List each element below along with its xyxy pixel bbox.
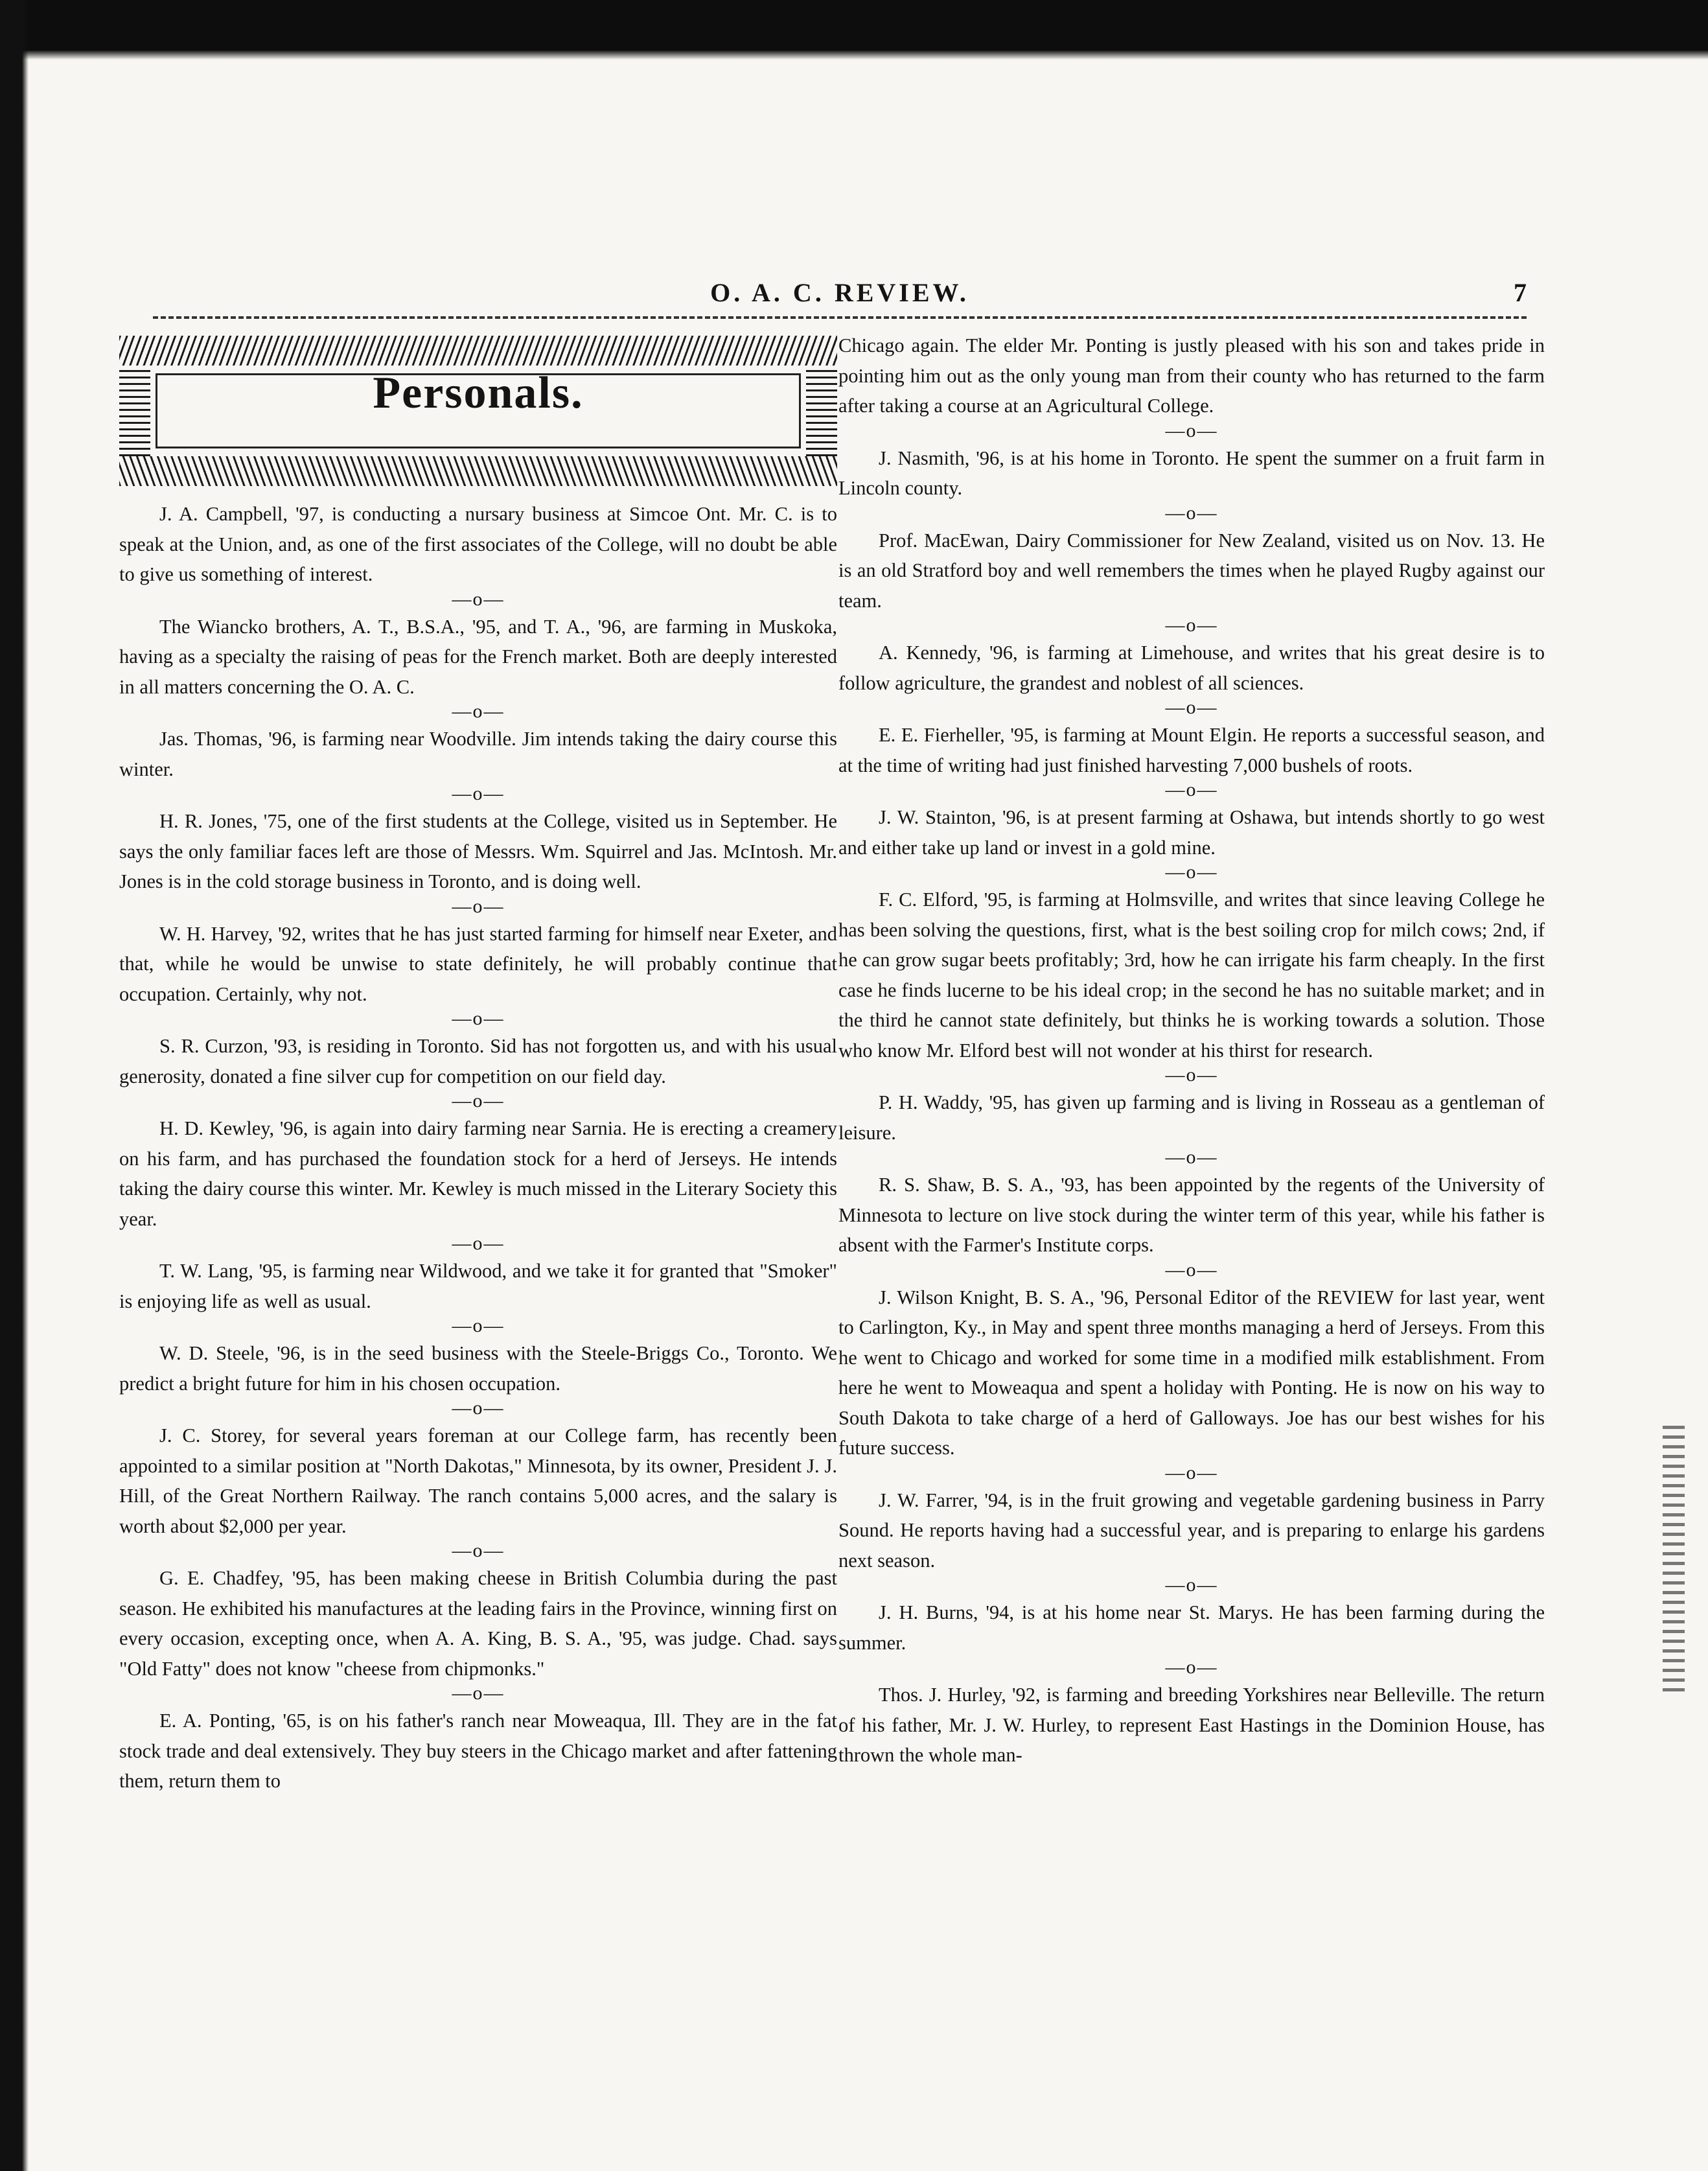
personal-item: Thos. J. Hurley, '92, is farming and breeding Yorkshires near Belleville. The return of his father, Mr. J. W. Hurley, to represent East Hastings in the Dominion House, has thrown the whole man- xyxy=(838,1684,1545,1766)
personal-item: W. D. Steele, '96, is in the seed business with the Steele-Briggs Co., Toronto. We predict a bright future for him in his chosen occupation. xyxy=(119,1342,837,1395)
item-separator: —o— xyxy=(1165,697,1218,718)
personal-item: The Wiancko brothers, A. T., B.S.A., '95, and T. A., '96, are farming in Muskoka, having as a specialty the raising of peas for the French market. Both are deeply interested in all matters concerning the O. A. C. xyxy=(119,615,837,698)
item-separator: —o— xyxy=(1165,1259,1218,1281)
personal-item: H. R. Jones, '75, one of the first students at the College, visited us in September. He says the only familiar faces left are those of Messrs. Wm. Squirrel and Jas. McIntosh. Mr. Jones is in the cold storage business in Toronto, and is doing well. xyxy=(119,810,837,892)
item-separator: —o— xyxy=(452,701,505,722)
personal-item: S. R. Curzon, '93, is residing in Toronto. Sid has not forgotten us, and with his usual generosity, donated a fine silver cup for competition on our field day. xyxy=(119,1035,837,1087)
scan-top-band-edge xyxy=(0,51,1708,60)
personal-item: R. S. Shaw, B. S. A., '93, has been appointed by the regents of the University of Minnesota to lecture on live stock during the winter term of this year, while his father is absent with the Farmer's Institute corps. xyxy=(838,1174,1545,1256)
personal-item: A. Kennedy, '96, is farming at Limehouse, and writes that his great desire is to follow agriculture, the grandest and noblest of all sciences. xyxy=(838,642,1545,694)
personal-item: J. A. Campbell, '97, is conducting a nursary business at Simcoe Ont. Mr. C. is to speak at the Union, and, as one of the first associates of the College, will no doubt be able to give us something of interest. xyxy=(119,503,837,585)
personal-item: H. D. Kewley, '96, is again into dairy farming near Sarnia. He is erecting a creamery on his farm, and has purchased the foundation stock for a herd of Jerseys. He intends taking the dairy course this winter. Mr. Kewley is much missed in the Literary Society this year. xyxy=(119,1117,837,1230)
section-title: Personals. xyxy=(373,368,584,418)
personal-item: E. A. Ponting, '65, is on his father's ranch near Moweaqua, Ill. They are in the fat stock trade and deal extensively. They buy steers in the Chicago market and after fattening them, return them to xyxy=(119,1710,837,1792)
personal-item: J. Nasmith, '96, is at his home in Toronto. He spent the summer on a fruit farm in Lincoln county. xyxy=(838,447,1545,499)
item-separator: —o— xyxy=(452,1008,505,1029)
personal-item: W. H. Harvey, '92, writes that he has just started farming for himself near Exeter, and that, while he would be unwise to state definitely, he will probably continue that occupation. Certainly, why not. xyxy=(119,922,837,1005)
item-separator: —o— xyxy=(1165,1574,1218,1596)
item-separator: —o— xyxy=(452,588,505,610)
item-separator: —o— xyxy=(1165,1656,1218,1678)
header-rule xyxy=(153,316,1527,319)
left-column xyxy=(119,331,837,1796)
personal-item: T. W. Lang, '95, is farming near Wildwood, and we take it for granted that "Smoker" is enjoying life as well as usual. xyxy=(119,1260,837,1312)
item-separator: —o— xyxy=(1165,502,1218,524)
item-separator: —o— xyxy=(452,783,505,804)
running-head xyxy=(153,277,1527,316)
item-separator: —o— xyxy=(1165,779,1218,800)
personal-item: J. W. Stainton, '96, is at present farming at Oshawa, but intends shortly to go west and either take up land or invest in a gold mine. xyxy=(838,806,1545,859)
personal-item: G. E. Chadfey, '95, has been making cheese in British Columbia during the past season. He exhibited his manufactures at the leading fairs in the Province, winning first on every occasion, excepting once, when A. A. King, B. S. A., '95, was judge. Chad. says "Old Fatty" does not know "cheese from chipmonks." xyxy=(119,1567,837,1680)
item-separator: —o— xyxy=(452,1682,505,1704)
personal-item: J. C. Storey, for several years foreman at our College farm, has recently been appointed to a similar position at "North Dakotas," Minnesota, by its owner, President J. J. Hill, of the Great Northern Railway. The ranch contains 5,000 acres, and the salary is worth about $2,000 per year. xyxy=(119,1424,837,1537)
personal-item: Jas. Thomas, '96, is farming near Woodville. Jim intends taking the dairy course this winter. xyxy=(119,728,837,780)
scan-left-edge xyxy=(0,0,29,2171)
item-separator: —o— xyxy=(452,1397,505,1419)
item-separator: —o— xyxy=(1165,1461,1218,1483)
personal-item-continued: Chicago again. The elder Mr. Ponting is justly pleased with his son and takes pride in pointing him out as the only young man from their county who has returned to the farm after taking a course at an Agricultural College. xyxy=(838,334,1545,417)
item-separator: —o— xyxy=(1165,861,1218,883)
section-heading-box xyxy=(119,336,837,486)
personal-item: J. Wilson Knight, B. S. A., '96, Personal Editor of the REVIEW for last year, went to Carlington, Ky., in May and spent three months managing a herd of Jerseys. From this he went to Chicago and worked for some time in a modified milk establishment. From here he went to Moweaqua and spent a holiday with Ponting. He is now on his way to South Dakota to take charge of a herd of Galloways. Joe has our best wishes for his future success. xyxy=(838,1286,1545,1459)
personal-item: J. W. Farrer, '94, is in the fruit growing and vegetable gardening business in Parry Sound. He reports having had a successful year, and is preparing to enlarge his gardens next season. xyxy=(838,1489,1545,1572)
item-separator: —o— xyxy=(452,1233,505,1254)
item-separator: —o— xyxy=(452,1540,505,1561)
personal-item: E. E. Fierheller, '95, is farming at Mount Elgin. He reports a successful season, and at the time of writing had just finished harvesting 7,000 bushels of roots. xyxy=(838,724,1545,776)
scan-top-band xyxy=(0,0,1708,51)
ornament-border-top xyxy=(119,336,837,366)
personal-item: F. C. Elford, '95, is farming at Holmsville, and writes that since leaving College he has been solving the questions, first, what is the best soiling crop for milch cows; 2nd, if he can grow sugar beets profitably; 3rd, how he can irrigate his farm cheaply. In the first case he finds lucerne to be his ideal crop; in the second he has no suitable market; and in the third he cannot state definitely, but thinks he is working towards a solution. Those who know Mr. Elford best will not wonder at his thirst for research. xyxy=(838,888,1545,1062)
personal-item: P. H. Waddy, '95, has given up farming and is living in Rosseau as a gentleman of leisure. xyxy=(838,1091,1545,1144)
personal-item: Prof. MacEwan, Dairy Commissioner for New Zealand, visited us on Nov. 13. He is an old Stratford boy and well remembers the times when he played Rugby against our team. xyxy=(838,529,1545,612)
item-separator: —o— xyxy=(452,895,505,917)
item-separator: —o— xyxy=(1165,614,1218,636)
journal-title: O. A. C. REVIEW. xyxy=(710,278,969,307)
ornament-border-bottom xyxy=(119,456,837,486)
item-separator: —o— xyxy=(452,1090,505,1111)
scan-right-margin-speckle xyxy=(1663,1426,1685,1698)
item-separator: —o— xyxy=(1165,1146,1218,1168)
item-separator: —o— xyxy=(452,1315,505,1336)
page-number: 7 xyxy=(1514,278,1527,307)
personal-item: J. H. Burns, '94, is at his home near St. Marys. He has been farming during the summer. xyxy=(838,1601,1545,1654)
item-separator: —o— xyxy=(1165,1064,1218,1086)
right-column xyxy=(838,331,1545,1770)
item-separator: —o— xyxy=(1165,419,1218,441)
